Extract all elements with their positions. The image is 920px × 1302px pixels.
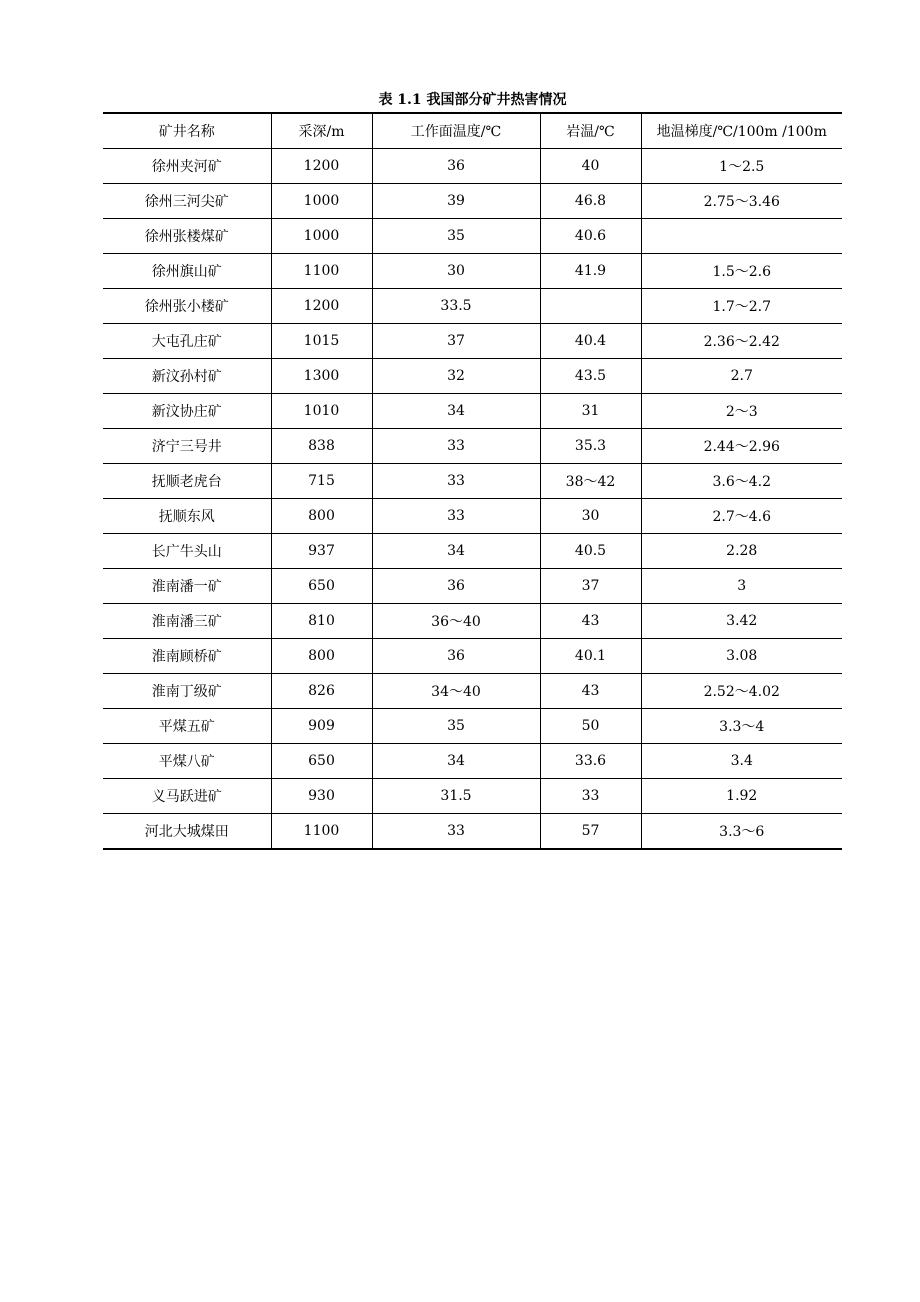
cell-face-temperature: 33 <box>372 464 540 499</box>
cell-face-temperature: 36 <box>372 569 540 604</box>
table-row <box>103 149 842 184</box>
table-row <box>103 219 842 254</box>
table-row <box>103 779 842 814</box>
cell-rock-temperature: 37 <box>540 569 641 604</box>
cell-depth: 1100 <box>271 814 372 850</box>
cell-rock-temperature: 40 <box>540 149 641 184</box>
cell-face-temperature: 34 <box>372 534 540 569</box>
cell-geothermal-gradient: 3.6～4.2 <box>641 464 842 499</box>
cell-geothermal-gradient: 2.44～2.96 <box>641 429 842 464</box>
cell-face-temperature: 30 <box>372 254 540 289</box>
cell-mine-name: 平煤五矿 <box>103 709 271 744</box>
cell-depth: 1010 <box>271 394 372 429</box>
cell-depth: 937 <box>271 534 372 569</box>
cell-rock-temperature: 33.6 <box>540 744 641 779</box>
cell-rock-temperature: 40.6 <box>540 219 641 254</box>
cell-depth: 1100 <box>271 254 372 289</box>
cell-depth: 1015 <box>271 324 372 359</box>
cell-face-temperature: 33 <box>372 814 540 850</box>
mine-heat-table <box>103 112 842 850</box>
table-row <box>103 359 842 394</box>
header-rock-temperature: 岩温/℃ <box>540 113 641 149</box>
cell-rock-temperature: 43 <box>540 604 641 639</box>
cell-geothermal-gradient: 2.36～2.42 <box>641 324 842 359</box>
cell-face-temperature: 35 <box>372 219 540 254</box>
table-row <box>103 499 842 534</box>
cell-geothermal-gradient: 3.42 <box>641 604 842 639</box>
cell-depth: 930 <box>271 779 372 814</box>
cell-face-temperature: 36～40 <box>372 604 540 639</box>
cell-face-temperature: 33 <box>372 429 540 464</box>
table-row <box>103 324 842 359</box>
cell-mine-name: 新汶协庄矿 <box>103 394 271 429</box>
header-face-temperature: 工作面温度/℃ <box>372 113 540 149</box>
cell-mine-name: 徐州张楼煤矿 <box>103 219 271 254</box>
cell-mine-name: 新汶孙村矿 <box>103 359 271 394</box>
header-depth: 采深/m <box>271 113 372 149</box>
cell-depth: 1000 <box>271 184 372 219</box>
cell-depth: 1200 <box>271 149 372 184</box>
cell-rock-temperature: 46.8 <box>540 184 641 219</box>
cell-geothermal-gradient <box>641 219 842 254</box>
cell-rock-temperature: 40.1 <box>540 639 641 674</box>
cell-mine-name: 徐州夹河矿 <box>103 149 271 184</box>
table-row <box>103 744 842 779</box>
cell-mine-name: 淮南潘三矿 <box>103 604 271 639</box>
table-row <box>103 254 842 289</box>
cell-rock-temperature: 40.5 <box>540 534 641 569</box>
cell-geothermal-gradient: 2.52～4.02 <box>641 674 842 709</box>
cell-mine-name: 徐州三河尖矿 <box>103 184 271 219</box>
cell-depth: 810 <box>271 604 372 639</box>
table-row <box>103 394 842 429</box>
cell-geothermal-gradient: 3 <box>641 569 842 604</box>
cell-face-temperature: 35 <box>372 709 540 744</box>
cell-face-temperature: 33.5 <box>372 289 540 324</box>
cell-geothermal-gradient: 2.7 <box>641 359 842 394</box>
cell-depth: 800 <box>271 639 372 674</box>
cell-mine-name: 河北大城煤田 <box>103 814 271 850</box>
cell-mine-name: 长广牛头山 <box>103 534 271 569</box>
cell-face-temperature: 34 <box>372 744 540 779</box>
cell-mine-name: 平煤八矿 <box>103 744 271 779</box>
table-header-row <box>103 113 842 149</box>
cell-face-temperature: 37 <box>372 324 540 359</box>
cell-geothermal-gradient: 2.75～3.46 <box>641 184 842 219</box>
cell-mine-name: 淮南潘一矿 <box>103 569 271 604</box>
cell-rock-temperature: 33 <box>540 779 641 814</box>
cell-depth: 1300 <box>271 359 372 394</box>
header-mine-name: 矿井名称 <box>103 113 271 149</box>
cell-face-temperature: 36 <box>372 639 540 674</box>
cell-geothermal-gradient: 1.92 <box>641 779 842 814</box>
cell-depth: 1200 <box>271 289 372 324</box>
cell-depth: 838 <box>271 429 372 464</box>
cell-face-temperature: 39 <box>372 184 540 219</box>
cell-rock-temperature: 30 <box>540 499 641 534</box>
cell-rock-temperature <box>540 289 641 324</box>
cell-face-temperature: 36 <box>372 149 540 184</box>
cell-mine-name: 济宁三号井 <box>103 429 271 464</box>
cell-depth: 1000 <box>271 219 372 254</box>
table-row <box>103 674 842 709</box>
cell-rock-temperature: 57 <box>540 814 641 850</box>
cell-geothermal-gradient: 1.5～2.6 <box>641 254 842 289</box>
table-row <box>103 464 842 499</box>
cell-geothermal-gradient: 1～2.5 <box>641 149 842 184</box>
table-row <box>103 534 842 569</box>
table-row <box>103 289 842 324</box>
cell-geothermal-gradient: 3.3～6 <box>641 814 842 850</box>
cell-face-temperature: 32 <box>372 359 540 394</box>
cell-depth: 909 <box>271 709 372 744</box>
cell-geothermal-gradient: 2.28 <box>641 534 842 569</box>
cell-depth: 800 <box>271 499 372 534</box>
table-caption: 表 1.1 我国部分矿井热害情况 <box>378 92 567 108</box>
cell-depth: 826 <box>271 674 372 709</box>
cell-mine-name: 抚顺东风 <box>103 499 271 534</box>
table-body <box>103 149 842 850</box>
cell-geothermal-gradient: 3.4 <box>641 744 842 779</box>
cell-geothermal-gradient: 2.7～4.6 <box>641 499 842 534</box>
cell-rock-temperature: 43 <box>540 674 641 709</box>
cell-face-temperature: 31.5 <box>372 779 540 814</box>
cell-mine-name: 徐州张小楼矿 <box>103 289 271 324</box>
cell-depth: 715 <box>271 464 372 499</box>
cell-depth: 650 <box>271 569 372 604</box>
cell-mine-name: 抚顺老虎台 <box>103 464 271 499</box>
table-row <box>103 184 842 219</box>
cell-rock-temperature: 40.4 <box>540 324 641 359</box>
table-row <box>103 709 842 744</box>
table-row <box>103 604 842 639</box>
cell-face-temperature: 34 <box>372 394 540 429</box>
cell-face-temperature: 33 <box>372 499 540 534</box>
header-geothermal-gradient: 地温梯度/℃/100m /100m <box>641 113 842 149</box>
cell-rock-temperature: 38～42 <box>540 464 641 499</box>
cell-rock-temperature: 35.3 <box>540 429 641 464</box>
cell-geothermal-gradient: 3.08 <box>641 639 842 674</box>
cell-mine-name: 淮南顾桥矿 <box>103 639 271 674</box>
table-row <box>103 569 842 604</box>
table-row <box>103 814 842 850</box>
cell-rock-temperature: 50 <box>540 709 641 744</box>
cell-geothermal-gradient: 2～3 <box>641 394 842 429</box>
table-row <box>103 429 842 464</box>
cell-mine-name: 大屯孔庄矿 <box>103 324 271 359</box>
cell-rock-temperature: 41.9 <box>540 254 641 289</box>
cell-geothermal-gradient: 1.7～2.7 <box>641 289 842 324</box>
cell-depth: 650 <box>271 744 372 779</box>
cell-face-temperature: 34～40 <box>372 674 540 709</box>
cell-geothermal-gradient: 3.3～4 <box>641 709 842 744</box>
cell-rock-temperature: 31 <box>540 394 641 429</box>
table-row <box>103 639 842 674</box>
cell-mine-name: 徐州旗山矿 <box>103 254 271 289</box>
cell-rock-temperature: 43.5 <box>540 359 641 394</box>
cell-mine-name: 义马跃进矿 <box>103 779 271 814</box>
cell-mine-name: 淮南丁级矿 <box>103 674 271 709</box>
